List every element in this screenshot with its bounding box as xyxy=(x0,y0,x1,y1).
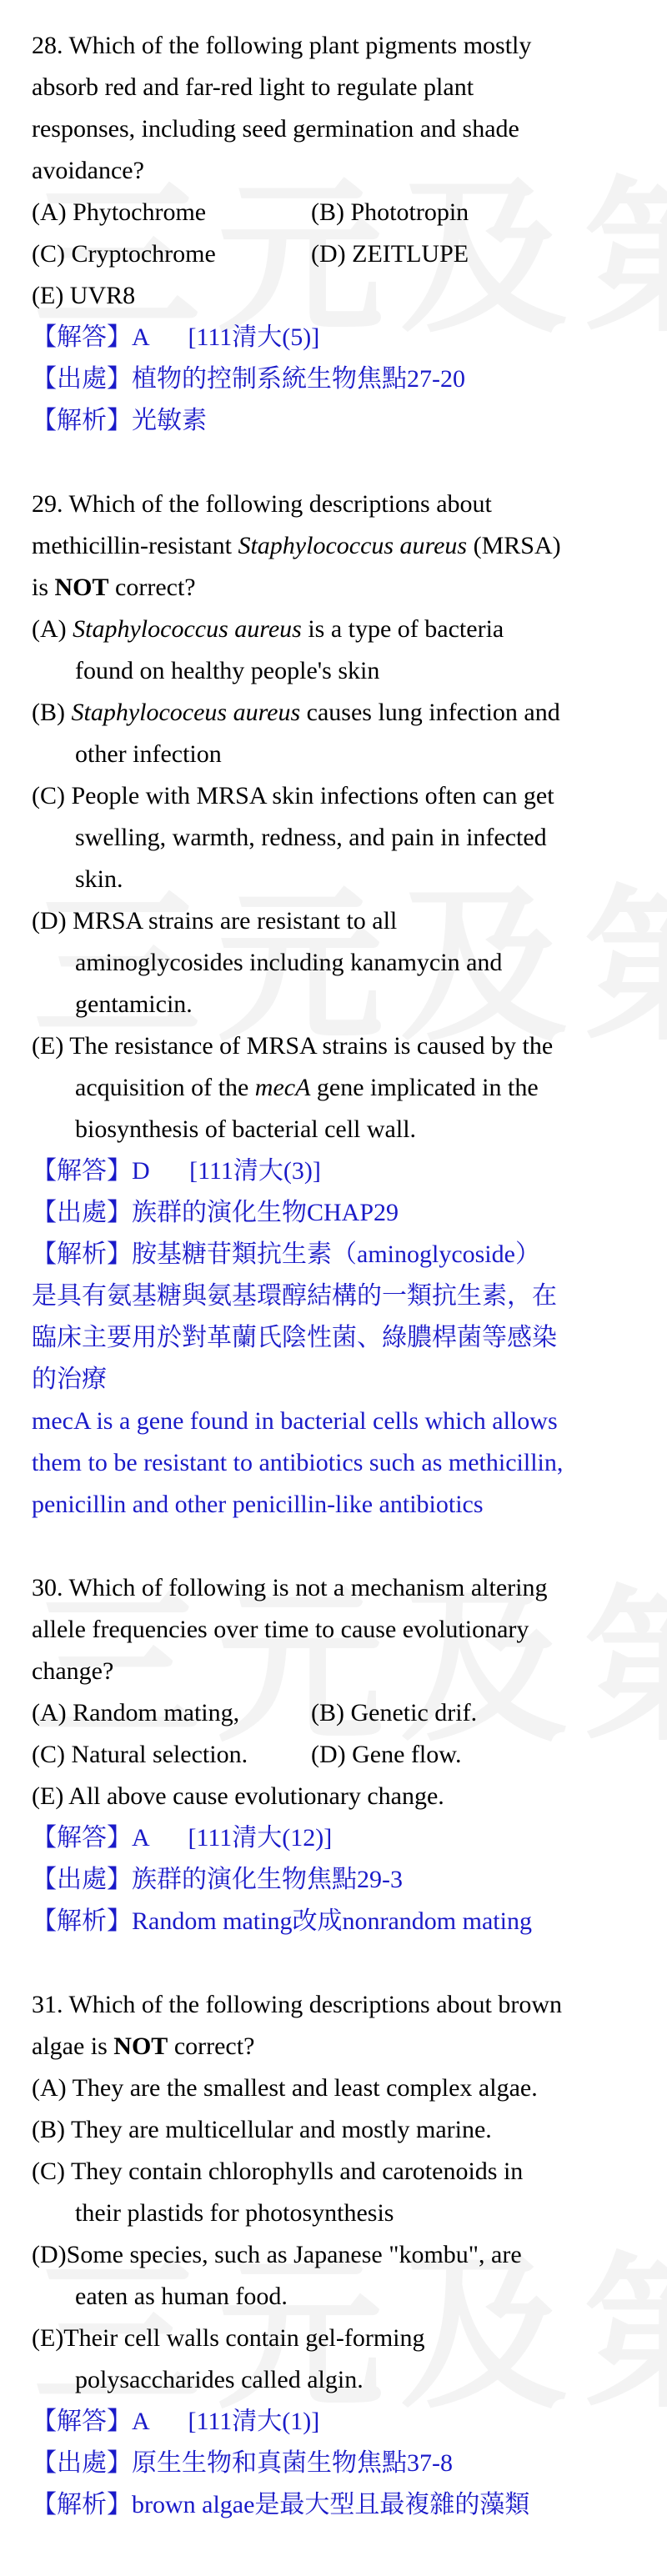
source-tag: 【出處】 xyxy=(32,365,132,393)
option-c: (C) People with MRSA skin infections often can get xyxy=(32,782,554,809)
source-value: 族群的演化生物CHAP29 xyxy=(132,1199,399,1226)
explanation-line xyxy=(32,1901,649,1942)
question-stem-line: absorb red and far-red light to regulate plant xyxy=(32,73,474,101)
document-page xyxy=(32,25,649,2526)
option-c: (C) Cryptochrome xyxy=(32,240,216,268)
question-stem-line: avoidance? xyxy=(32,157,144,184)
option-b: (B) They are multicellular and mostly marine. xyxy=(32,2116,492,2143)
option-d: (D)Some species, such as Japanese "kombu", are xyxy=(32,2241,522,2268)
option-row xyxy=(32,1734,649,1776)
explanation-line xyxy=(32,1234,649,1275)
source-value: 原生生物和真菌生物焦點37-8 xyxy=(132,2449,453,2477)
option-d-cont: aminoglycosides including kanamycin and xyxy=(75,949,503,976)
answer-line xyxy=(32,317,649,358)
answer-tag: 【解答】 xyxy=(32,1824,132,1852)
answer-reference: [111清大(12)] xyxy=(188,1824,333,1852)
option-b-cont: other infection xyxy=(75,740,222,768)
option-a: (A) Staphylococcus aureus is a type of bacteria xyxy=(32,615,504,643)
source-tag: 【出處】 xyxy=(32,2449,132,2477)
question-28 xyxy=(32,25,649,442)
option-d: (D) Gene flow. xyxy=(311,1741,462,1768)
source-line xyxy=(32,1192,649,1234)
source-line xyxy=(32,358,649,400)
option-d-cont: gentamicin. xyxy=(75,990,193,1018)
question-stem-line: is NOT correct? xyxy=(32,574,196,601)
option-b: (B) Staphylococeus aureus causes lung infection and xyxy=(32,699,560,726)
question-30 xyxy=(32,1567,649,1942)
answer-tag: 【解答】 xyxy=(32,1157,132,1185)
explanation-line xyxy=(32,400,649,442)
answer-reference: [111清大(3)] xyxy=(189,1157,321,1185)
option-a: (A) Phytochrome xyxy=(32,198,207,226)
question-31 xyxy=(32,1984,649,2526)
question-stem-line: 31. Which of the following descriptions about brown xyxy=(32,1991,563,2018)
source-value: 族群的演化生物焦點29-3 xyxy=(132,1866,403,1893)
question-stem-line: 30. Which of following is not a mechanism altering xyxy=(32,1574,548,1601)
answer-reference: [111清大(5)] xyxy=(188,323,320,351)
explanation-line xyxy=(32,2484,649,2526)
explanation-value: brown algae是最大型且最複雜的藻類 xyxy=(132,2491,530,2518)
source-tag: 【出處】 xyxy=(32,1199,132,1226)
explanation-line: them to be resistant to antibiotics such as methicillin, xyxy=(32,1449,564,1476)
answer-value: A xyxy=(132,2408,149,2435)
answer-tag: 【解答】 xyxy=(32,2408,132,2435)
explanation-value: Random mating改成nonrandom mating xyxy=(132,1907,532,1935)
question-stem-line: allele frequencies over time to cause evolutionary xyxy=(32,1616,529,1643)
explanation-line: penicillin and other penicillin-like antibiotics xyxy=(32,1491,484,1518)
option-c: (C) They contain chlorophylls and carotenoids in xyxy=(32,2158,524,2185)
explanation-line: 臨床主要用於對革蘭氏陰性菌、綠膿桿菌等感染 xyxy=(32,1324,557,1351)
explanation-tag: 【解析】 xyxy=(32,2491,132,2518)
option-row xyxy=(32,1692,649,1734)
answer-line xyxy=(32,1150,649,1192)
option-c: (C) Natural selection. xyxy=(32,1741,248,1768)
answer-tag: 【解答】 xyxy=(32,323,132,351)
question-stem-line: responses, including seed germination and shade xyxy=(32,115,519,143)
answer-line xyxy=(32,1817,649,1859)
option-e: (E) All above cause evolutionary change. xyxy=(32,1782,444,1810)
option-e: (E) The resistance of MRSA strains is caused by the xyxy=(32,1032,554,1060)
answer-value: D xyxy=(132,1157,150,1185)
option-e-cont: polysaccharides called algin. xyxy=(75,2366,364,2393)
answer-value: A xyxy=(132,1824,149,1852)
option-a-cont: found on healthy people's skin xyxy=(75,657,380,684)
option-b: (B) Genetic drif. xyxy=(311,1699,478,1727)
question-stem-line: methicillin-resistant Staphylococcus aureus (MRSA) xyxy=(32,532,561,559)
explanation-tag: 【解析】 xyxy=(32,1240,132,1268)
explanation-line: 是具有氨基糖與氨基環醇結構的一類抗生素，在 xyxy=(32,1282,557,1310)
source-line xyxy=(32,2443,649,2484)
option-e: (E) UVR8 xyxy=(32,282,136,309)
question-stem-line: 29. Which of the following descriptions about xyxy=(32,490,492,518)
option-d: (D) MRSA strains are resistant to all xyxy=(32,907,398,935)
explanation-value: 胺基糖苷類抗生素（aminoglycoside） xyxy=(132,1240,540,1268)
explanation-line: mecA is a gene found in bacterial cells which allows xyxy=(32,1407,558,1435)
question-29 xyxy=(32,484,649,1526)
option-a: (A) They are the smallest and least complex algae. xyxy=(32,2074,538,2102)
option-c-cont: swelling, warmth, redness, and pain in infected xyxy=(75,824,547,851)
answer-reference: [111清大(1)] xyxy=(188,2408,320,2435)
option-c-cont: their plastids for photosynthesis xyxy=(75,2199,394,2227)
option-row xyxy=(32,192,649,233)
question-stem-line: 28. Which of the following plant pigments mostly xyxy=(32,32,532,59)
answer-value: A xyxy=(132,323,149,351)
explanation-tag: 【解析】 xyxy=(32,1907,132,1935)
source-tag: 【出處】 xyxy=(32,1866,132,1893)
option-e-cont: biosynthesis of bacterial cell wall. xyxy=(75,1115,417,1143)
explanation-line: 的治療 xyxy=(32,1366,107,1393)
question-stem-line: change? xyxy=(32,1657,114,1685)
option-e: (E)Their cell walls contain gel-forming xyxy=(32,2324,425,2352)
answer-line xyxy=(32,2401,649,2443)
option-d: (D) ZEITLUPE xyxy=(311,240,469,268)
option-a: (A) Random mating, xyxy=(32,1699,240,1727)
option-c-cont: skin. xyxy=(75,865,123,893)
option-d-cont: eaten as human food. xyxy=(75,2283,288,2310)
question-stem-line: algae is NOT correct? xyxy=(32,2032,255,2060)
option-b: (B) Phototropin xyxy=(311,198,469,226)
explanation-tag: 【解析】 xyxy=(32,407,132,434)
option-e-cont: acquisition of the mecA gene implicated in the xyxy=(75,1074,539,1101)
source-line xyxy=(32,1859,649,1901)
explanation-value: 光敏素 xyxy=(132,407,207,434)
option-row xyxy=(32,233,649,275)
source-value: 植物的控制系統生物焦點27-20 xyxy=(132,365,465,393)
